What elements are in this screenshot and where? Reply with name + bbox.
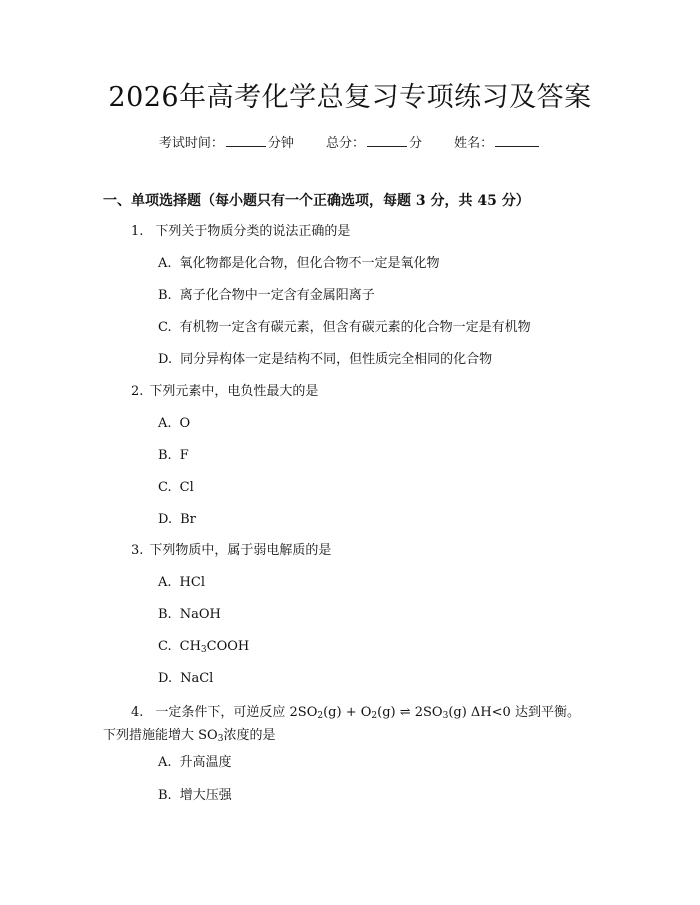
option-text: 离子化合物中一定含有金属阳离子 xyxy=(179,288,375,303)
q3-option-d xyxy=(158,669,213,689)
q1-option-c xyxy=(158,318,531,338)
question-3 xyxy=(131,541,331,561)
question-stem: 下列关于物质分类的说法正确的是 xyxy=(155,224,351,239)
option-text: O xyxy=(179,416,191,431)
question-number: 4. xyxy=(131,705,144,720)
option-letter: B. xyxy=(158,448,172,463)
option-letter: C. xyxy=(158,639,172,654)
q3-option-a xyxy=(158,573,205,593)
option-text: NaCl xyxy=(180,671,214,686)
page-title: 2026年高考化学总复习专项练习及答案 xyxy=(108,82,592,113)
q4-option-b xyxy=(158,786,232,806)
exam-time xyxy=(159,132,294,154)
question-4 xyxy=(103,701,693,747)
question-number: 3. xyxy=(131,543,144,558)
option-letter: D. xyxy=(158,512,173,527)
question-2 xyxy=(131,382,318,402)
option-text: HCl xyxy=(179,575,205,590)
option-letter: B. xyxy=(158,607,172,622)
question-stem: 下列物质中，属于弱电解质的是 xyxy=(149,543,332,558)
q1-option-b xyxy=(158,286,375,306)
student-name-blank xyxy=(495,132,539,147)
question-stem-line1: 4. 一定条件下，可逆反应 $2SO_2(g) + O_2(g)$ ⇌ $2SO_3(g)$ ΔH<0 达到平衡。 xyxy=(131,705,580,721)
option-letter: B. xyxy=(158,788,172,803)
exam-time-blank xyxy=(226,132,266,147)
exam-time-label: 考试时间： xyxy=(158,136,224,151)
option-text: 氧化物都是化合物，但化合物不一定是氧化物 xyxy=(179,256,440,271)
question-number: 2. xyxy=(131,384,144,399)
question-stem-line2: 下列措施能增大 $SO_3$浓度的是 xyxy=(103,728,276,744)
option-letter: A. xyxy=(158,416,172,431)
option-text: Cl xyxy=(179,480,194,495)
option-text: NaOH xyxy=(179,607,221,622)
q1-option-d xyxy=(158,350,492,370)
total-score-blank xyxy=(367,132,407,147)
option-letter: A. xyxy=(158,256,172,271)
question-stem: 下列元素中，电负性最大的是 xyxy=(149,384,319,399)
student-name xyxy=(454,132,541,154)
total-score xyxy=(326,132,422,154)
option-text: F xyxy=(179,448,189,463)
option-letter: D. xyxy=(158,671,173,686)
q2-option-c xyxy=(158,478,194,498)
q3-option-b xyxy=(158,605,221,625)
option-letter: C. xyxy=(158,320,172,335)
option-letter: C. xyxy=(158,480,172,495)
q2-option-b xyxy=(158,446,189,466)
option-formula: $CH_3COOH$ xyxy=(179,639,250,655)
option-text: 同分异构体一定是结构不同，但性质完全相同的化合物 xyxy=(180,352,493,367)
option-text: 有机物一定含有碳元素，但含有碳元素的化合物一定是有机物 xyxy=(179,320,531,335)
total-score-unit: 分 xyxy=(409,136,423,151)
q2-option-a xyxy=(158,414,190,434)
q2-option-d xyxy=(158,510,196,530)
q3-option-c xyxy=(158,637,249,657)
exam-meta xyxy=(0,132,700,154)
option-text: Br xyxy=(180,512,196,527)
exam-time-unit: 分钟 xyxy=(267,136,294,151)
option-letter: D. xyxy=(158,352,173,367)
question-1 xyxy=(131,222,350,242)
option-letter: A. xyxy=(158,575,172,590)
option-text: 升高温度 xyxy=(179,755,232,770)
option-text: 增大压强 xyxy=(179,788,232,803)
q4-option-a xyxy=(158,753,232,773)
total-score-label: 总分： xyxy=(325,136,365,151)
option-letter: B. xyxy=(158,288,172,303)
section-heading: 一、单项选择题（每小题只有一个正确选项，每题 3 分，共 45 分） xyxy=(103,193,530,209)
q1-option-a xyxy=(158,254,440,274)
option-letter: A. xyxy=(158,755,172,770)
question-number: 1. xyxy=(131,224,144,239)
student-name-label: 姓名： xyxy=(454,136,494,151)
